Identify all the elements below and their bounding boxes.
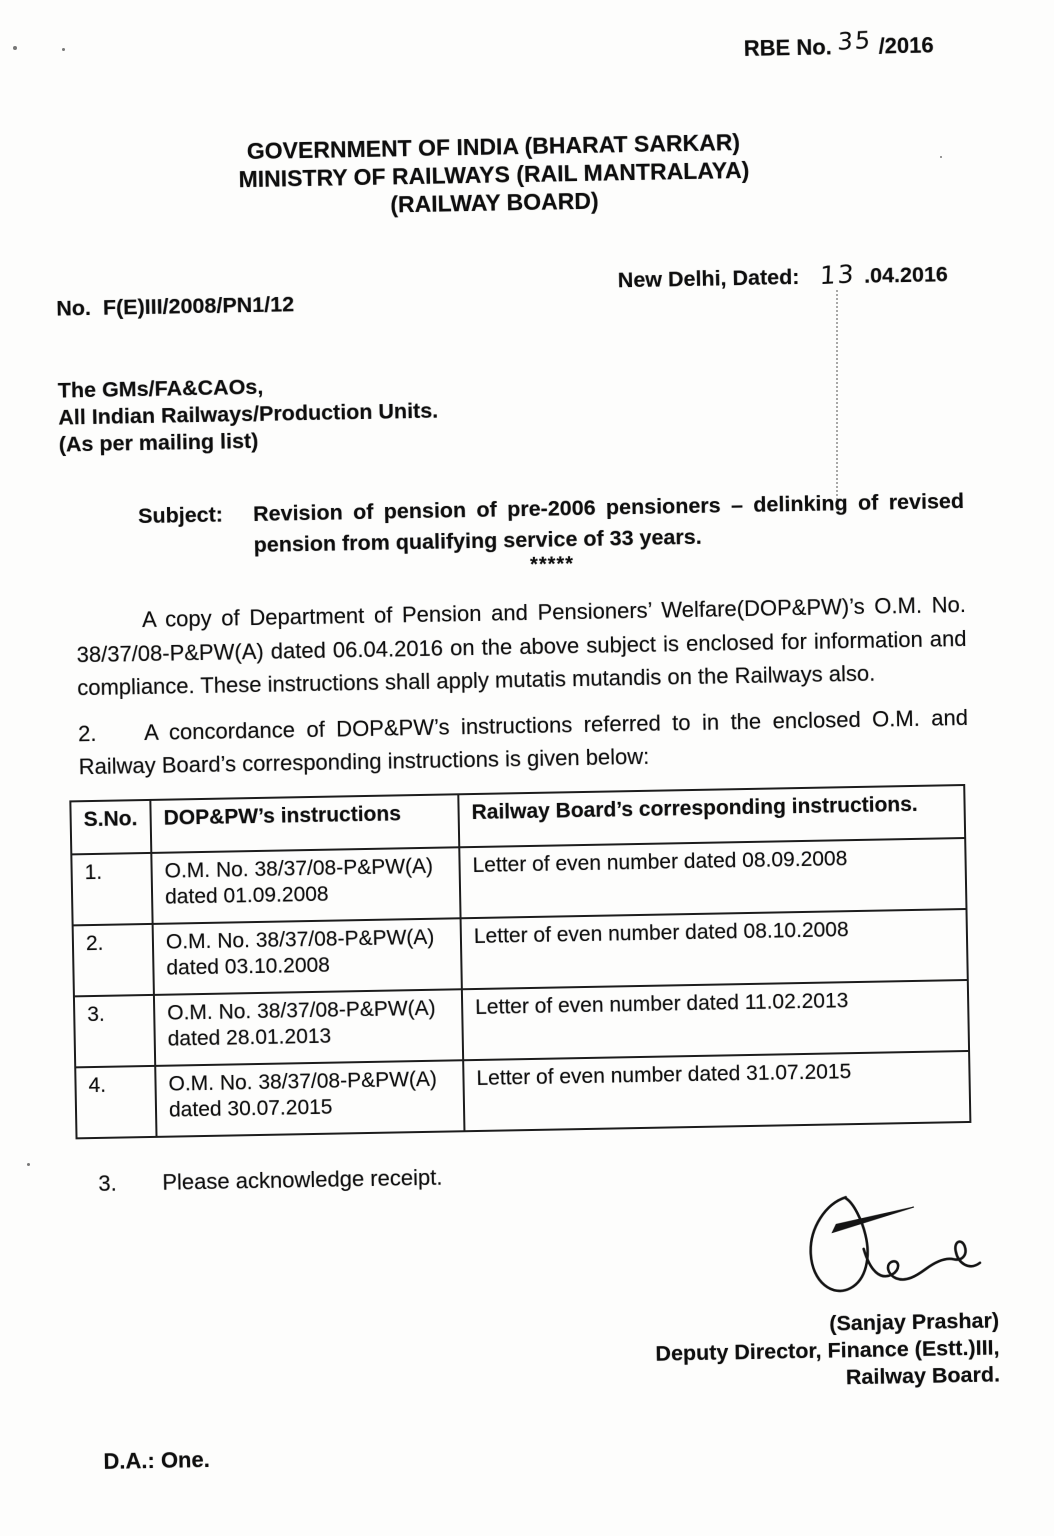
cell-rb-instruction: Letter of even number dated 31.07.2015: [463, 1050, 970, 1130]
paragraph-2: [78, 700, 969, 783]
header-railway-board-instructions: Railway Board’s corresponding instructions.: [458, 785, 965, 847]
signature-block: [11, 1184, 1001, 1406]
cell-sno: 4.: [75, 1065, 156, 1137]
enclosure-line: D.A.: One.: [103, 1446, 210, 1474]
cell-sno: 1.: [71, 852, 152, 924]
subject-text: Revision of pension of pre-2006 pensioners – delinking of revised pension from qualifying service of 33 years.: [252, 488, 965, 557]
cell-dop-instruction: O.M. No. 38/37/08-P&PW(A) dated 30.07.2015: [155, 1060, 464, 1137]
letterhead-line-3: (RAILWAY BOARD): [390, 187, 599, 218]
rbe-number-line: [0, 0, 1044, 76]
table-row: [75, 1050, 970, 1137]
date-rest: .04.2016: [863, 262, 949, 288]
paragraph-1: A copy of Department of Pension and Pensioners’ Welfare(DOP&PW)’s O.M. No. 38/37/08-P&PW(A) dated 06.04.2016 on the above subject is enclosed for information and compliance. These instructions shall apply mutatis mutandis on the Railways also.: [76, 591, 967, 701]
cell-sno: 2.: [73, 923, 154, 995]
signatory-org: Railway Board.: [845, 1361, 1001, 1389]
addressee-line-2: All Indian Railways/Production Units.: [58, 398, 439, 430]
paragraph-3-number: 3.: [98, 1170, 117, 1196]
paragraph-2-number: 2.: [77, 720, 97, 746]
header-dop-instructions: DOP&PW’s instructions: [150, 794, 459, 853]
cell-dop-instruction: O.M. No. 38/37/08-P&PW(A) dated 01.09.2008: [151, 847, 460, 924]
letterhead-line-2: MINISTRY OF RAILWAYS (RAIL MANTRALAYA): [238, 156, 750, 193]
letterhead-line-1: GOVERNMENT OF INDIA (BHARAT SARKAR): [246, 129, 741, 165]
handwritten-signature: [774, 1184, 991, 1306]
signatory-title: Deputy Director, Finance (Estt.)III,: [655, 1334, 1000, 1366]
rbe-label: RBE No.: [743, 34, 833, 61]
cell-rb-instruction: Letter of even number dated 08.10.2008: [461, 908, 968, 988]
signatory-name: (Sanjay Prashar): [829, 1307, 1000, 1336]
header-sno: S.No.: [70, 799, 151, 853]
addressee-line-3: (As per mailing list): [58, 428, 259, 457]
cell-rb-instruction: Letter of even number dated 11.02.2013: [462, 979, 969, 1059]
reference-number: No. F(E)III/2008/PN1/12: [56, 292, 295, 321]
rbe-number-handwritten: 35: [837, 25, 874, 56]
concordance-table: [69, 783, 971, 1138]
cell-dop-instruction: O.M. No. 38/37/08-P&PW(A) dated 28.01.2013: [154, 989, 463, 1066]
addressee-block: [58, 359, 1051, 458]
place-date-label: New Delhi, Dated:: [617, 264, 800, 293]
place-date-line: [618, 258, 949, 293]
paragraph-2-text: A concordance of DOP&PW’s instructions referred to in the enclosed O.M. and Railway Board’s corresponding instructions is given below:: [78, 704, 969, 780]
date-day-handwritten: 13: [818, 259, 856, 291]
paragraph-3-text: Please acknowledge receipt.: [162, 1164, 443, 1195]
subject-label: Subject:: [137, 502, 224, 529]
subject-separator-stars: *****: [529, 553, 575, 576]
cell-dop-instruction: O.M. No. 38/37/08-P&PW(A) dated 03.10.2008: [153, 918, 462, 995]
addressee-line-1: The GMs/FA&CAOs,: [57, 374, 264, 403]
rbe-year: /2016: [878, 32, 934, 59]
letterhead: [0, 123, 1022, 226]
cell-sno: 3.: [74, 994, 155, 1066]
reference-date-row: [56, 258, 949, 321]
cell-rb-instruction: Letter of even number dated 08.09.2008: [459, 838, 966, 918]
